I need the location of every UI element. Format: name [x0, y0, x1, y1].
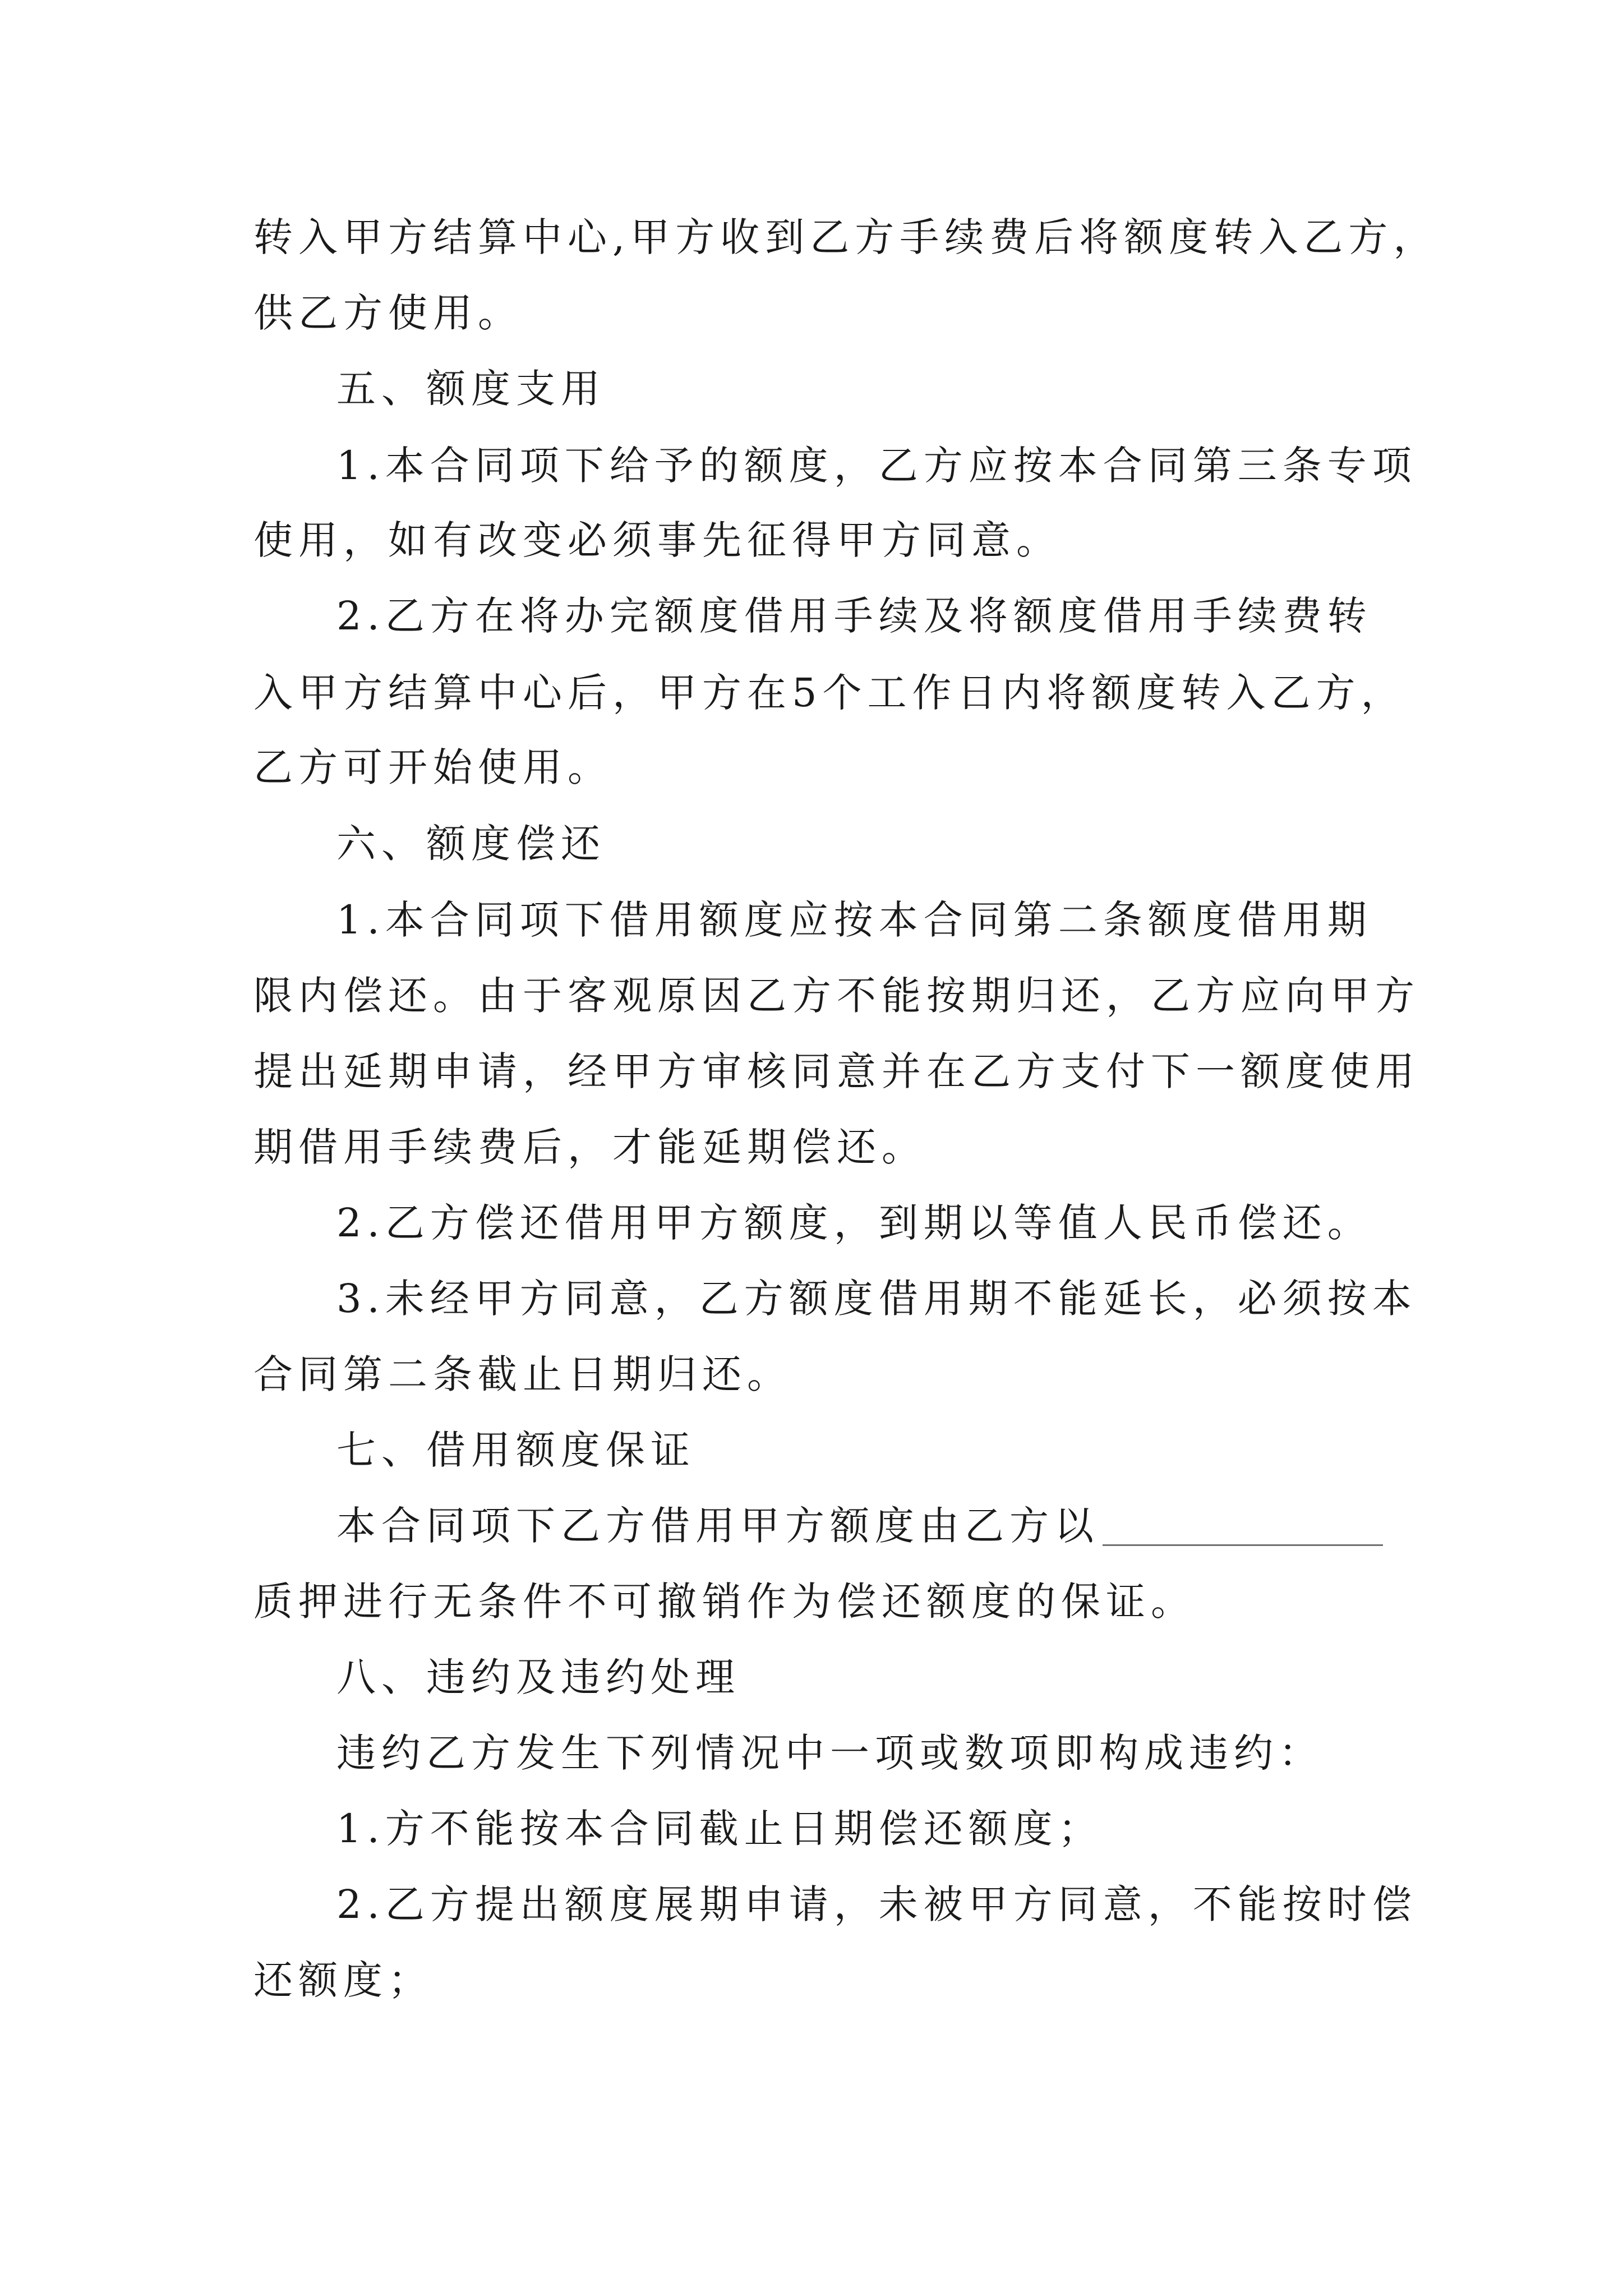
text-line: 转入甲方结算中心,甲方收到乙方手续费后将额度转入乙方， — [253, 214, 1438, 260]
section-heading: 五、额度支用 — [336, 366, 606, 412]
text-line: 提出延期申请，经甲方审核同意并在乙方支付下一额度使用 — [253, 1048, 1420, 1094]
text-line: 使用，如有改变必须事先征得甲方同意。 — [253, 517, 1061, 563]
text-line: 违约乙方发生下列情况中一项或数项即构成违约： — [336, 1730, 1324, 1776]
text-line: 限内偿还。由于客观原因乙方不能按期归还，乙方应向甲方 — [253, 973, 1420, 1019]
text-line: 1.方不能按本合同截止日期偿还额度； — [336, 1806, 1103, 1852]
text-line: 供乙方使用。 — [253, 290, 523, 336]
section-heading: 七、借用额度保证 — [336, 1427, 695, 1473]
text-line: 2.乙方偿还借用甲方额度，到期以等值人民币偿还。 — [336, 1200, 1372, 1246]
text-line: 还额度； — [253, 1957, 433, 2003]
text-line: 合同第二条截止日期归还。 — [253, 1351, 792, 1397]
text-line: 入甲方结算中心后，甲方在5个工作日内将额度转入乙方， — [253, 670, 1406, 716]
text-line: 2.乙方在将办完额度借用手续及将额度借用手续费转 — [336, 593, 1372, 639]
text-line: 1.本合同项下给予的额度，乙方应按本合同第三条专项 — [336, 443, 1417, 489]
fill-in-blank — [1103, 1505, 1383, 1546]
text-line: 1.本合同项下借用额度应按本合同第二条额度借用期 — [336, 897, 1372, 943]
text-line: 2.乙方提出额度展期申请，未被甲方同意，不能按时偿 — [336, 1881, 1417, 1927]
text-line: 质押进行无条件不可撤销作为偿还额度的保证。 — [253, 1579, 1196, 1625]
section-heading: 六、额度偿还 — [336, 821, 606, 867]
text-line: 本合同项下乙方借用甲方额度由乙方以 — [336, 1503, 1099, 1549]
text-line: 乙方可开始使用。 — [253, 744, 612, 790]
section-heading: 八、违约及违约处理 — [336, 1654, 740, 1700]
text-line: 3.未经甲方同意，乙方额度借用期不能延长，必须按本 — [336, 1276, 1417, 1322]
text-line-with-blank — [336, 1501, 1514, 1551]
text-line: 期借用手续费后，才能延期偿还。 — [253, 1124, 926, 1170]
